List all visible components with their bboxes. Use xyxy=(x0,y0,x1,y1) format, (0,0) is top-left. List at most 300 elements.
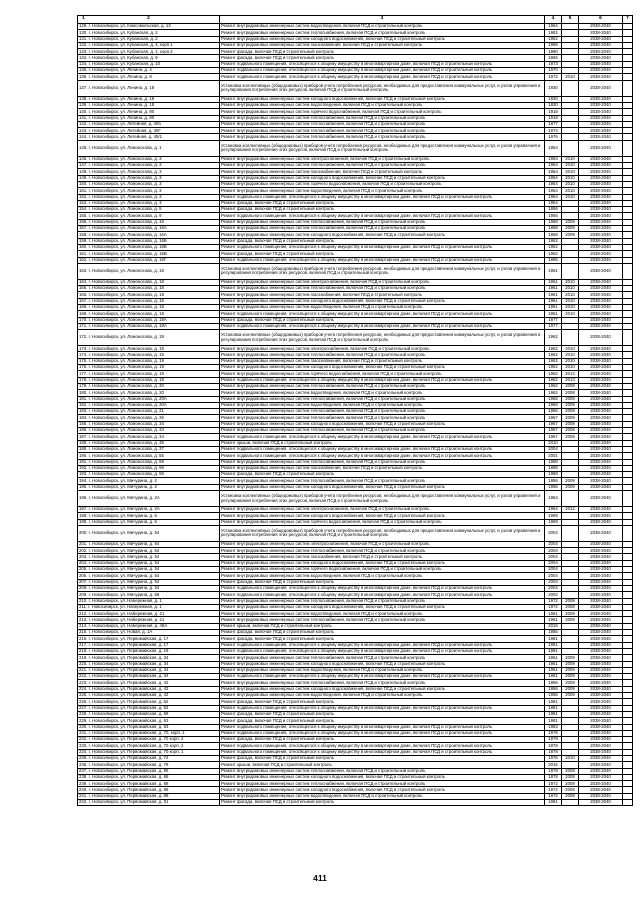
work-description: Ремонт крыши, включая ПСД и строительный контроль xyxy=(220,440,545,446)
row-number: 238. xyxy=(79,774,88,780)
address: г. Новосибирск, ул. Ломоносова, д. 19 xyxy=(88,358,164,364)
commissioning-year: 1985 xyxy=(545,630,562,636)
address: г. Новосибирск, ул. Первомайская, д. 70 корп. 2 xyxy=(88,742,184,748)
address: г. Новосибирск, ул. Мичурина, д. 56 xyxy=(88,591,160,597)
table-row xyxy=(78,330,633,346)
planned-term: 2038-2040 xyxy=(579,358,623,364)
planned-term: 2038-2040 xyxy=(579,390,623,396)
commissioning-year: 1973 xyxy=(545,61,562,67)
work-description: Ремонт внутридомовых инженерных систем холодного водоснабжения, включая ПСД и строительный контроль xyxy=(220,232,545,238)
row-number: 189. xyxy=(79,446,88,452)
table-row xyxy=(78,434,633,440)
last-renovation-year: 2010 xyxy=(562,175,579,181)
last-renovation-year: 2009 xyxy=(562,680,579,686)
planned-term: 2038-2040 xyxy=(579,383,623,389)
address: г. Новосибирск, ул. Ломоносова, д. 3 xyxy=(88,181,162,187)
last-renovation-year: 2010 xyxy=(562,188,579,194)
last-renovation-year: 2008 xyxy=(562,421,579,427)
row-number: 153. xyxy=(79,200,88,206)
address: г. Новосибирск, ул. Первомайская, д. 17 xyxy=(88,642,169,647)
commissioning-year: 1962 xyxy=(545,346,562,352)
address: г. Новосибирск, ул. Первомайская, д. 63 xyxy=(88,717,169,723)
planned-term: 2038-2040 xyxy=(579,80,623,96)
planned-term: 2038-2040 xyxy=(579,604,623,610)
address: г. Новосибирск, ул. Ломоносова, д. 19 xyxy=(88,334,164,340)
address: г. Новосибирск, ул. Ломоносова, д. 19 xyxy=(88,377,164,382)
address: г. Новосибирск, ул. Мичурина, д. 54 xyxy=(88,541,160,547)
row-number: 190. xyxy=(79,452,88,458)
row-number: 242. xyxy=(79,799,88,805)
address: г. Новосибирск, ул. Ломоносова, д. 37 xyxy=(88,446,164,452)
address: г. Новосибирск, ул. Ломоносова, д. 59 xyxy=(88,471,164,477)
commissioning-year: 1961 xyxy=(545,661,562,667)
work-description: Ремонт внутридомовых инженерных систем холодного водоснабжения, включая ПСД и строительный контроль xyxy=(220,36,545,42)
commissioning-year: 1961 xyxy=(545,304,562,310)
row-number: 211. xyxy=(79,604,88,610)
planned-term: 2038-2040 xyxy=(579,491,623,507)
commissioning-year: 1977 xyxy=(545,121,562,127)
planned-term: 2038-2040 xyxy=(579,513,623,519)
row-number: 137. xyxy=(79,84,88,90)
work-description: Ремонт внутридомовых инженерных систем водоотведения, включая ПСД и строительный контроль xyxy=(220,304,545,310)
work-description: Ремонт внутридомовых инженерных систем водоотведения, включая ПСД и строительный контроль xyxy=(220,402,545,408)
last-renovation-year: 2008 xyxy=(562,604,579,610)
row-number: 146. xyxy=(79,156,88,162)
row-number: 155. xyxy=(79,212,88,218)
row-number: 180. xyxy=(79,389,88,395)
commissioning-year: 1981 xyxy=(545,636,562,642)
row-number: 193. xyxy=(79,471,88,477)
commissioning-year: 1972 xyxy=(545,598,562,604)
last-renovation-year: 2009 xyxy=(562,686,579,692)
table-row xyxy=(78,396,633,402)
commissioning-year: 1930 xyxy=(545,102,562,108)
commissioning-year: 1979 xyxy=(545,737,562,743)
row-number: 172. xyxy=(79,334,88,340)
commissioning-year: 1977 xyxy=(545,323,562,329)
work-description: Ремонт внутридомовых инженерных систем холодного водоснабжения, включая ПСД и строительный контроль xyxy=(220,604,545,610)
planned-term: 2038-2040 xyxy=(579,560,623,566)
address: г. Новосибирск, ул. Ломоносова, д. 18 xyxy=(88,268,164,273)
planned-term: 2038-2040 xyxy=(579,507,623,513)
planned-term: 2038-2040 xyxy=(579,219,623,225)
table-row xyxy=(78,140,633,156)
planned-term: 2038-2040 xyxy=(579,377,623,383)
address: г. Новосибирск, ул. Ломоносова, д. 16Б xyxy=(88,238,167,243)
repair-schedule-table xyxy=(77,15,633,806)
address: г. Новосибирск, ул. Литейная, д. 40б xyxy=(88,121,161,127)
planned-term: 2038-2040 xyxy=(579,737,623,743)
row-number: 151. xyxy=(79,187,88,193)
commissioning-year: 2004 xyxy=(545,548,562,554)
work-description: Ремонт внутридомовых инженерных систем теплоснабжения, включая ПСД и строительный контроль xyxy=(220,459,545,465)
planned-term: 2038-2040 xyxy=(579,705,623,711)
extra-cell xyxy=(623,491,633,507)
commissioning-year: 1962 xyxy=(545,36,562,42)
last-renovation-year: 2010 xyxy=(562,163,579,169)
work-description: Ремонт фасада, включая ПСД и строительный контроль xyxy=(220,699,545,705)
address: г. Новосибирск, ул. Ломоносова, д. 3 xyxy=(88,156,162,162)
row-number: 235. xyxy=(79,755,88,761)
commissioning-year: 1918 xyxy=(545,109,562,115)
address: г. Новосибирск, ул. Ломоносова, д. 9 xyxy=(88,212,162,218)
planned-term: 2038-2040 xyxy=(579,55,623,61)
work-description: Ремонт подвального помещения, относящегося к общему имуществу в многоквартирном доме, включая ПСД и строительный контроль xyxy=(220,585,545,591)
last-renovation-year: 2009 xyxy=(562,661,579,667)
address: г. Новосибирск, ул. Ломоносова, д. 18А xyxy=(88,317,167,322)
last-renovation-year: 2008 xyxy=(562,781,579,787)
last-renovation-year xyxy=(562,330,579,346)
address: г. Новосибирск, ул. Ломоносова, д. 59 xyxy=(88,465,164,471)
planned-term: 2038-2040 xyxy=(579,617,623,623)
planned-term: 2038-2040 xyxy=(579,787,623,793)
address: г. Новосибирск, ул. Ломоносова, д. 16А xyxy=(88,225,167,231)
row-number: 135. xyxy=(79,67,88,73)
table-row xyxy=(78,156,633,162)
planned-term: 2038-2040 xyxy=(579,42,623,48)
table-row xyxy=(78,257,633,263)
row-number: 240. xyxy=(79,786,88,792)
work-description: Ремонт внутридомовых инженерных систем холодного водоснабжения, включая ПСД и строительный контроль xyxy=(220,365,545,371)
work-description: Ремонт внутридомовых инженерных систем горячего водоснабжения, включая ПСД и строительный контроль xyxy=(220,109,545,115)
work-description: Ремонт подвального помещения, относящегося к общему имуществу в многоквартирном доме, включая ПСД и строительный контроль xyxy=(220,377,545,383)
table-row xyxy=(78,286,633,292)
address: г. Новосибирск, ул. Ломоносова, д. 16Г xyxy=(88,257,167,262)
commissioning-year: 1962 xyxy=(545,365,562,371)
planned-term: 2038-2040 xyxy=(579,200,623,206)
commissioning-year: 1972 xyxy=(545,793,562,799)
last-renovation-year: 2008 xyxy=(562,409,579,415)
row-number: 162. xyxy=(79,257,88,262)
last-renovation-year xyxy=(562,800,579,806)
table-row xyxy=(78,453,633,459)
table-row xyxy=(78,213,633,219)
planned-term: 2038-2040 xyxy=(579,396,623,402)
commissioning-year: 1979 xyxy=(545,743,562,749)
row-number: 216. xyxy=(79,635,88,641)
planned-term: 2038-2040 xyxy=(579,121,623,127)
row-number: 218. xyxy=(79,648,88,654)
address: г. Новосибирск, ул. Ломоносова, д. 16В xyxy=(88,244,167,250)
last-renovation-year: 2010 xyxy=(562,311,579,317)
commissioning-year: 1962 xyxy=(545,30,562,36)
address: г. Новосибирск, ул. Первомайская, д. 70, корп. 1 xyxy=(88,730,185,736)
commissioning-year: 1981 xyxy=(545,711,562,717)
planned-term: 2038-2040 xyxy=(579,330,623,346)
commissioning-year: 2004 xyxy=(545,446,562,452)
row-number: 205. xyxy=(79,566,88,572)
planned-term: 2038-2040 xyxy=(579,24,623,30)
planned-term: 2038-2040 xyxy=(579,61,623,67)
last-renovation-year: 2008 xyxy=(562,434,579,440)
address: г. Новосибирск, ул. Ломоносова, д. 20 xyxy=(88,389,164,395)
planned-term: 2038-2040 xyxy=(579,213,623,219)
row-number: 147. xyxy=(79,162,88,168)
row-number: 164. xyxy=(79,279,88,285)
extra-cell xyxy=(623,140,633,156)
last-renovation-year: 2009 xyxy=(562,232,579,238)
work-description: Ремонт внутридомовых инженерных систем теплоснабжения, включая ПСД и строительный контроль xyxy=(220,352,545,358)
address: г. Новосибирск, ул. Мичурина, д. 2А xyxy=(88,506,160,512)
row-number: 217. xyxy=(79,642,88,647)
address: г. Новосибирск, ул. Первомайская, д. 86 xyxy=(88,774,169,780)
table-row xyxy=(78,352,633,358)
planned-term: 2038-2040 xyxy=(579,317,623,323)
address: г. Новосибирск, ул. Мичурина, д. 2 xyxy=(88,477,157,483)
work-description: Ремонт внутридомовых инженерных систем горячего водоснабжения, включая ПСД и строительный контроль xyxy=(220,371,545,377)
row-number: 239. xyxy=(79,780,88,786)
row-number: 168. xyxy=(79,304,88,310)
last-renovation-year: 2013 xyxy=(562,377,579,383)
address: г. Новосибирск, ул. Ломоносова, д. 18А xyxy=(88,323,167,329)
commissioning-year: 1964 xyxy=(545,24,562,30)
address: г. Новосибирск, ул. Мичурина, д. 54 xyxy=(88,560,160,566)
row-number: 194. xyxy=(79,477,88,483)
table-row xyxy=(78,724,633,730)
planned-term: 2038-2040 xyxy=(579,762,623,768)
address: г. Новосибирск, ул. Мичурина, д. 54 xyxy=(88,553,160,559)
planned-term: 2038-2040 xyxy=(579,648,623,654)
table-row xyxy=(78,24,633,30)
planned-term: 2038-2040 xyxy=(579,140,623,156)
address: г. Новосибирск, ул. Первомайская, д. 19 xyxy=(88,648,169,654)
row-number: 209. xyxy=(79,591,88,597)
planned-term: 2038-2040 xyxy=(579,115,623,121)
planned-term: 2038-2040 xyxy=(579,257,623,263)
work-description: Ремонт внутридомовых инженерных систем электроснабжения, включая ПСД и строительный контроль xyxy=(220,507,545,513)
row-number: 183. xyxy=(79,408,88,414)
row-number: 158. xyxy=(79,231,88,237)
planned-term: 2038-2040 xyxy=(579,636,623,642)
address: г. Новосибирск, ул. Кубанская, д. 10 xyxy=(88,61,161,67)
planned-term: 2038-2040 xyxy=(579,68,623,74)
address: г. Новосибирск, ул. Первомайская, д. 52 xyxy=(88,705,169,710)
planned-term: 2038-2040 xyxy=(579,579,623,585)
planned-term: 2038-2040 xyxy=(579,49,623,55)
row-number: 210. xyxy=(79,598,88,603)
commissioning-year: 1964 xyxy=(545,491,562,507)
address: г. Новосибирск, ул. Новая, д. 1А xyxy=(88,629,153,635)
row-number: 130. xyxy=(79,29,88,35)
address: г. Новосибирск, ул. Ломоносова, д. 20А xyxy=(88,396,167,401)
work-description: Ремонт подвального помещения, относящегося к общему имуществу в многоквартирном доме, включая ПСД и строительный контроль xyxy=(220,61,545,67)
work-description: Ремонт внутридомовых инженерных систем холодного водоснабжения, включая ПСД и строительный контроль xyxy=(220,96,545,102)
address: г. Новосибирск, ул. Ломоносова, д. 21 xyxy=(88,408,164,414)
commissioning-year: 1961 xyxy=(545,292,562,298)
work-description: Ремонт внутридомовых инженерных систем водоотведения, включая ПСД и строительный контроль xyxy=(220,102,545,108)
row-number: 169. xyxy=(79,310,88,316)
address: г. Новосибирск, ул. Ломоносова, д. 3 xyxy=(88,162,162,168)
commissioning-year: 1961 xyxy=(545,617,562,623)
work-description: Ремонт подвального помещения, относящегося к общему имуществу в многоквартирном доме, включая ПСД и строительный контроль xyxy=(220,730,545,736)
last-renovation-year xyxy=(562,80,579,96)
planned-term: 2038-2040 xyxy=(579,446,623,452)
work-description: Ремонт подвального помещения, относящегося к общему имуществу в многоквартирном доме, включая ПСД и строительный контроль xyxy=(220,244,545,250)
work-description: Ремонт фасада, включая ПСД и строительный контроль xyxy=(220,317,545,323)
planned-term: 2038-2040 xyxy=(579,699,623,705)
planned-term: 2038-2040 xyxy=(579,730,623,736)
last-renovation-year: 2010 xyxy=(562,74,579,80)
planned-term: 2038-2040 xyxy=(579,30,623,36)
table-body xyxy=(78,24,633,806)
commissioning-year: 1956 xyxy=(545,693,562,699)
planned-term: 2038-2040 xyxy=(579,743,623,749)
work-description: Ремонт фасада, включая ПСД и строительный контроль xyxy=(220,55,545,61)
address: г. Новосибирск, ул. Ломоносова, д. 19 xyxy=(88,351,164,357)
commissioning-year: 1964 xyxy=(545,507,562,513)
last-renovation-year: 2009 xyxy=(562,478,579,484)
commissioning-year: 1954 xyxy=(545,181,562,187)
address: г. Новосибирск, ул. Ломоносова, д. 18 xyxy=(88,304,164,310)
row-number: 136. xyxy=(79,73,88,79)
planned-term: 2038-2040 xyxy=(579,323,623,329)
planned-term: 2038-2040 xyxy=(579,630,623,636)
row-number: 138. xyxy=(79,96,88,102)
address: г. Новосибирск, ул. Первомайская, д. 70 корп. 1 xyxy=(88,749,184,755)
planned-term: 2038-2040 xyxy=(579,453,623,459)
commissioning-year: 1966 xyxy=(545,409,562,415)
table-row xyxy=(78,680,633,686)
row-number: 214. xyxy=(79,623,88,629)
work-description: Ремонт фасада, включая ПСД и строительный контроль xyxy=(220,737,545,743)
work-description: Ремонт внутридомовых инженерных систем горячего водоснабжения, включая ПСД и строительный контроль xyxy=(220,519,545,525)
table-row xyxy=(78,611,633,617)
work-description: Ремонт внутридомовых инженерных систем водоотведения, включая ПСД и строительный контроль xyxy=(220,693,545,699)
address: г. Новосибирск, ул. Ломоносова, д. 19 xyxy=(88,370,164,376)
planned-term: 2038-2040 xyxy=(579,102,623,108)
commissioning-year: 1961 xyxy=(545,263,562,279)
row-number: 232. xyxy=(79,736,88,742)
last-renovation-year: 2008 xyxy=(562,598,579,604)
commissioning-year: 1958 xyxy=(545,226,562,232)
planned-term: 2038-2040 xyxy=(579,415,623,421)
commissioning-year: 1962 xyxy=(545,238,562,244)
work-description: Ремонт внутридомовых инженерных систем теплоснабжения, включая ПСД и строительный контроль xyxy=(220,163,545,169)
commissioning-year: 1954 xyxy=(545,200,562,206)
address: г. Новосибирск, ул. Ломоносова, д. 1 xyxy=(88,144,162,150)
table-row xyxy=(78,686,633,692)
planned-term: 2038-2040 xyxy=(579,352,623,358)
work-description: Ремонт фасада, включая ПСД и строительный контроль xyxy=(220,630,545,636)
table-row xyxy=(78,774,633,780)
last-renovation-year: 2008 xyxy=(562,390,579,396)
work-description: Ремонт подвального помещения, относящегося к общему имуществу в многоквартирном доме, включая ПСД и строительный контроль xyxy=(220,743,545,749)
table-row xyxy=(78,358,633,364)
commissioning-year: 1954 xyxy=(545,188,562,194)
planned-term: 2038-2040 xyxy=(579,194,623,200)
work-description: Ремонт внутридомовых инженерных систем горячего водоснабжения, включая ПСД и строительный контроль xyxy=(220,567,545,573)
commissioning-year: 1962 xyxy=(545,352,562,358)
work-description: Ремонт подвального помещения, относящегося к общему имуществу в многоквартирном доме, включая ПСД и строительный контроль xyxy=(220,642,545,648)
work-description: Ремонт фасада, включая ПСД и строительный контроль xyxy=(220,718,545,724)
planned-term: 2038-2040 xyxy=(579,465,623,471)
work-description: Ремонт внутридомовых инженерных систем теплоснабжения, включая ПСД и строительный контроль xyxy=(220,219,545,225)
address: г. Новосибирск, ул. Первомайская, д. 34 xyxy=(88,661,169,666)
work-description: Установка коллективных (общедомовых) приборов учета потребления ресурсов, необходимых для предоставления коммунальных услуг, и узлов управления и регулирования потребления этих ресурсов, включая ПСД и строительный контроль xyxy=(220,525,545,541)
row-number: 227. xyxy=(79,705,88,710)
row-number: 157. xyxy=(79,225,88,231)
planned-term: 2038-2040 xyxy=(579,74,623,80)
work-description: Ремонт внутридомовых инженерных систем теплоснабжения, включая ПСД и строительный контроль xyxy=(220,768,545,774)
work-description: Ремонт внутридомовых инженерных систем газоснабжения, включая ПСД и строительный контроль xyxy=(220,358,545,364)
commissioning-year: 1974 xyxy=(545,128,562,134)
address: г. Новосибирск, ул. Кубанская, д. 4, корп.1 xyxy=(88,42,173,48)
address: г. Новосибирск, ул. Ломоносова, д. 18 xyxy=(88,291,164,297)
work-description: Ремонт внутридомовых инженерных систем водоотведения, включая ПСД и строительный контроль xyxy=(220,573,545,579)
planned-term: 2038-2040 xyxy=(579,573,623,579)
commissioning-year: 1962 xyxy=(545,371,562,377)
work-description: Ремонт внутридомовых инженерных систем теплоснабжения, включая ПСД и строительный контроль xyxy=(220,115,545,121)
last-renovation-year: 2010 xyxy=(562,286,579,292)
address: г. Новосибирск, ул. Набережная, д. 1 xyxy=(88,604,162,610)
commissioning-year: 1981 xyxy=(545,718,562,724)
row-number: 132. xyxy=(79,42,88,48)
last-renovation-year: 2010 xyxy=(562,169,579,175)
table-row xyxy=(78,674,633,680)
table-row xyxy=(78,346,633,352)
work-description: Ремонт фасада, включая ПСД и строительный контроль xyxy=(220,207,545,213)
row-number-and-address xyxy=(78,330,220,346)
work-description: Ремонт внутридомовых инженерных систем холодного водоснабжения, включая ПСД и строительный контроль xyxy=(220,484,545,490)
table-row xyxy=(78,604,633,610)
row-number: 187. xyxy=(79,433,88,439)
column-header-extra: 7 xyxy=(623,16,633,24)
row-number: 159. xyxy=(79,238,88,243)
row-number: 237. xyxy=(79,768,88,773)
last-renovation-year: 2010 xyxy=(562,304,579,310)
table-row xyxy=(78,705,633,711)
table-row xyxy=(78,465,633,471)
address: г. Новосибирск, ул. Первомайская, д. 42 xyxy=(88,679,169,685)
commissioning-year: 1956 xyxy=(545,484,562,490)
row-number: 160. xyxy=(79,244,88,250)
planned-term: 2038-2040 xyxy=(579,365,623,371)
address: г. Новосибирск, ул. Ломоносова, д. 3 xyxy=(88,187,162,193)
table-row xyxy=(78,323,633,329)
last-renovation-year: 2009 xyxy=(562,484,579,490)
commissioning-year: 1988 xyxy=(545,465,562,471)
commissioning-year: 1977 xyxy=(545,317,562,323)
row-number: 179. xyxy=(79,383,88,389)
planned-term: 2038-2040 xyxy=(579,484,623,490)
work-description: Ремонт подвального помещения, относящегося к общему имуществу в многоквартирном доме, включая ПСД и строительный контроль xyxy=(220,194,545,200)
table-row xyxy=(78,743,633,749)
column-header-year: 4 xyxy=(545,16,562,24)
row-number: 192. xyxy=(79,465,88,471)
work-description: Ремонт внутридомовых инженерных систем теплоснабжения, включая ПСД и строительный контроль xyxy=(220,226,545,232)
table-row xyxy=(78,188,633,194)
column-header-term: 6 xyxy=(579,16,623,24)
commissioning-year: 1968 xyxy=(545,402,562,408)
row-number: 226. xyxy=(79,698,88,704)
row-number: 154. xyxy=(79,206,88,212)
table-row xyxy=(78,80,633,96)
row-number: 163. xyxy=(79,268,88,273)
work-description: Ремонт внутридомовых инженерных систем теплоснабжения, включая ПСД и строительный контроль xyxy=(220,478,545,484)
last-renovation-year: 2008 xyxy=(562,428,579,434)
commissioning-year: 1972 xyxy=(545,604,562,610)
address: г. Новосибирск, ул. Ломоносова, д. 3 xyxy=(88,168,162,174)
work-description: Ремонт внутридомовых инженерных систем водоотведения, включая ПСД и строительный контроль xyxy=(220,390,545,396)
work-description: Ремонт подвального помещения, относящегося к общему имуществу в многоквартирном доме, включая ПСД и строительный контроль xyxy=(220,446,545,452)
work-description: Ремонт фасада, включая ПСД и строительный контроль xyxy=(220,238,545,244)
commissioning-year: 2004 xyxy=(545,525,562,541)
commissioning-year: 1930 xyxy=(545,96,562,102)
planned-term: 2038-2040 xyxy=(579,304,623,310)
address: г. Новосибирск, ул. Литейная, д. 40Г xyxy=(88,127,161,133)
table-row xyxy=(78,292,633,298)
planned-term: 2038-2040 xyxy=(579,592,623,598)
